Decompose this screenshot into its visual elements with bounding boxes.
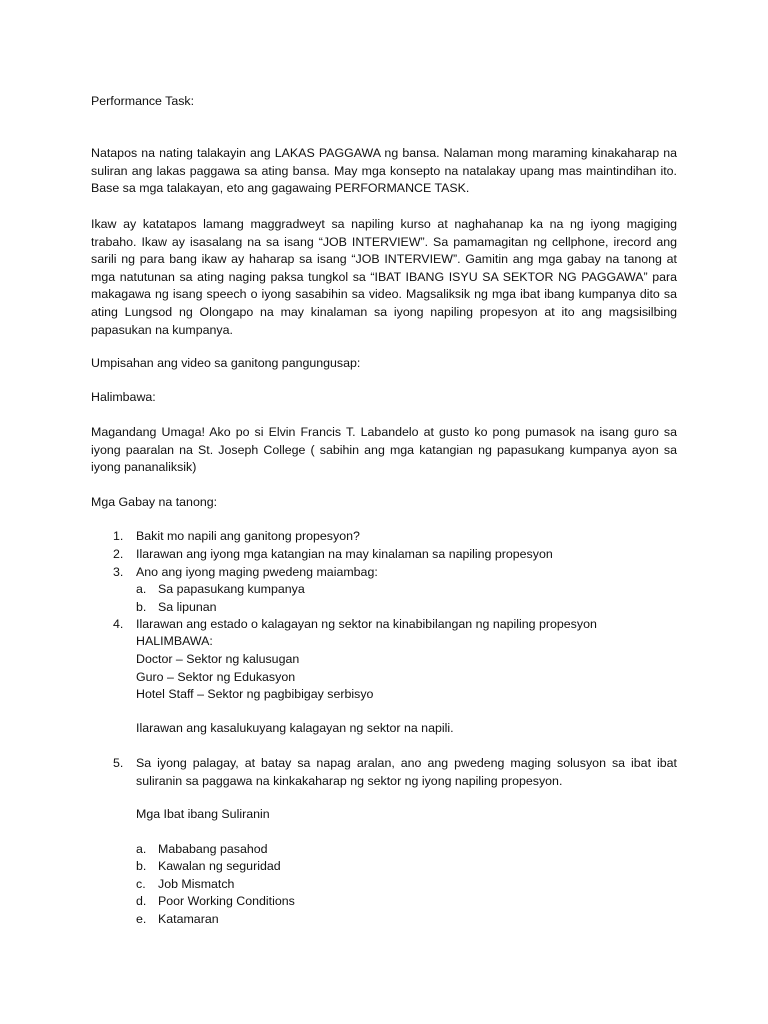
question-number: 1. bbox=[113, 529, 124, 543]
subitem-text: Sa lipunan bbox=[158, 600, 217, 614]
problem-text: Poor Working Conditions bbox=[158, 894, 295, 908]
problems-heading: Mga Ibat ibang Suliranin bbox=[136, 807, 270, 821]
question-number: 2. bbox=[113, 547, 124, 561]
task-paragraph: Ikaw ay katatapos lamang maggradweyt sa napiling kurso at naghahanap ka na ng iyong magiging trabaho. Ikaw ay isasalang na sa isang “JOB INTERVIEW”. Sa pamamagitan ng cellphone, irecord ang sarili ng para bang ikaw ay haharap sa isang “JOB INTERVIEW”. Gamitin ang mga gabay na tanong at mga natutunan sa ating naging paksa tungkol sa “IBAT IBANG ISYU SA SEKTOR NG PAGGAWA” para makagawa ng isang speech o iyong sasabihin sa video. Magsaliksik ng mga ibat ibang kumpanya dito sa ating Lungsod ng Olongapo na may kinalaman sa iyong napiling propesyon at ito ang magsisilbing papasukan na kumpanya. bbox=[91, 217, 677, 337]
question-number: 5. bbox=[113, 756, 124, 770]
guide-heading: Mga Gabay na tanong: bbox=[91, 495, 218, 509]
q4-example-line: Guro – Sektor ng Edukasyon bbox=[136, 670, 296, 684]
problem-text: Mababang pasahod bbox=[158, 842, 268, 856]
start-instruction: Umpisahan ang video sa ganitong pangungusap: bbox=[91, 356, 361, 370]
question-text: Ilarawan ang iyong mga katangian na may kinalaman sa napiling propesyon bbox=[136, 547, 553, 561]
intro-paragraph: Natapos na nating talakayin ang LAKAS PAGGAWA ng bansa. Nalaman mong maraming kinakaharap na suliran ang lakas paggawa sa ating bansa. May mga konsepto na natalakay upang mas maintindihan ito. Base sa mga talakayan, eto ang gagawaing PERFORMANCE TASK. bbox=[91, 146, 677, 196]
q4-describe: Ilarawan ang kasalukuyang kalagayan ng sektor na napili. bbox=[136, 721, 454, 735]
question-number: 3. bbox=[113, 565, 124, 579]
subitem-text: Sa papasukang kumpanya bbox=[158, 582, 305, 596]
document-title: Performance Task: bbox=[91, 94, 195, 108]
problem-text: Job Mismatch bbox=[158, 877, 235, 891]
question-number: 4. bbox=[113, 617, 124, 631]
q4-example-label: HALIMBAWA: bbox=[136, 634, 213, 648]
q4-example-line: Hotel Staff – Sektor ng pagbibigay serbisyo bbox=[136, 687, 374, 701]
question-text: Ilarawan ang estado o kalagayan ng sektor na kinabibilangan ng napiling propesyon bbox=[136, 617, 597, 631]
example-text: Magandang Umaga! Ako po si Elvin Francis T. Labandelo at gusto ko pong pumasok na isang guro sa iyong paaralan na St. Joseph College ( sabihin ang mga katangian ng papasukang kumpanya ayon sa iyong pananaliksik) bbox=[91, 425, 677, 475]
example-label: Halimbawa: bbox=[91, 390, 156, 404]
problem-letter: c. bbox=[136, 877, 146, 891]
problem-letter: a. bbox=[136, 842, 147, 856]
question-text: Ano ang iyong maging pwedeng maiambag: bbox=[136, 565, 378, 579]
subitem-letter: b. bbox=[136, 600, 147, 614]
question-5-text: Sa iyong palagay, at batay sa napag aralan, ano ang pwedeng maging solusyon sa ibat ibat suliranin sa paggawa na kinkakaharap ng sektor ng iyong napiling propesyon. bbox=[136, 756, 677, 788]
problem-text: Kawalan ng seguridad bbox=[158, 859, 281, 873]
subitem-letter: a. bbox=[136, 582, 147, 596]
problem-letter: e. bbox=[136, 912, 147, 926]
q4-example-line: Doctor – Sektor ng kalusugan bbox=[136, 652, 300, 666]
problem-text: Katamaran bbox=[158, 912, 219, 926]
question-text: Bakit mo napili ang ganitong propesyon? bbox=[136, 529, 360, 543]
problem-letter: d. bbox=[136, 894, 147, 908]
problem-letter: b. bbox=[136, 859, 147, 873]
